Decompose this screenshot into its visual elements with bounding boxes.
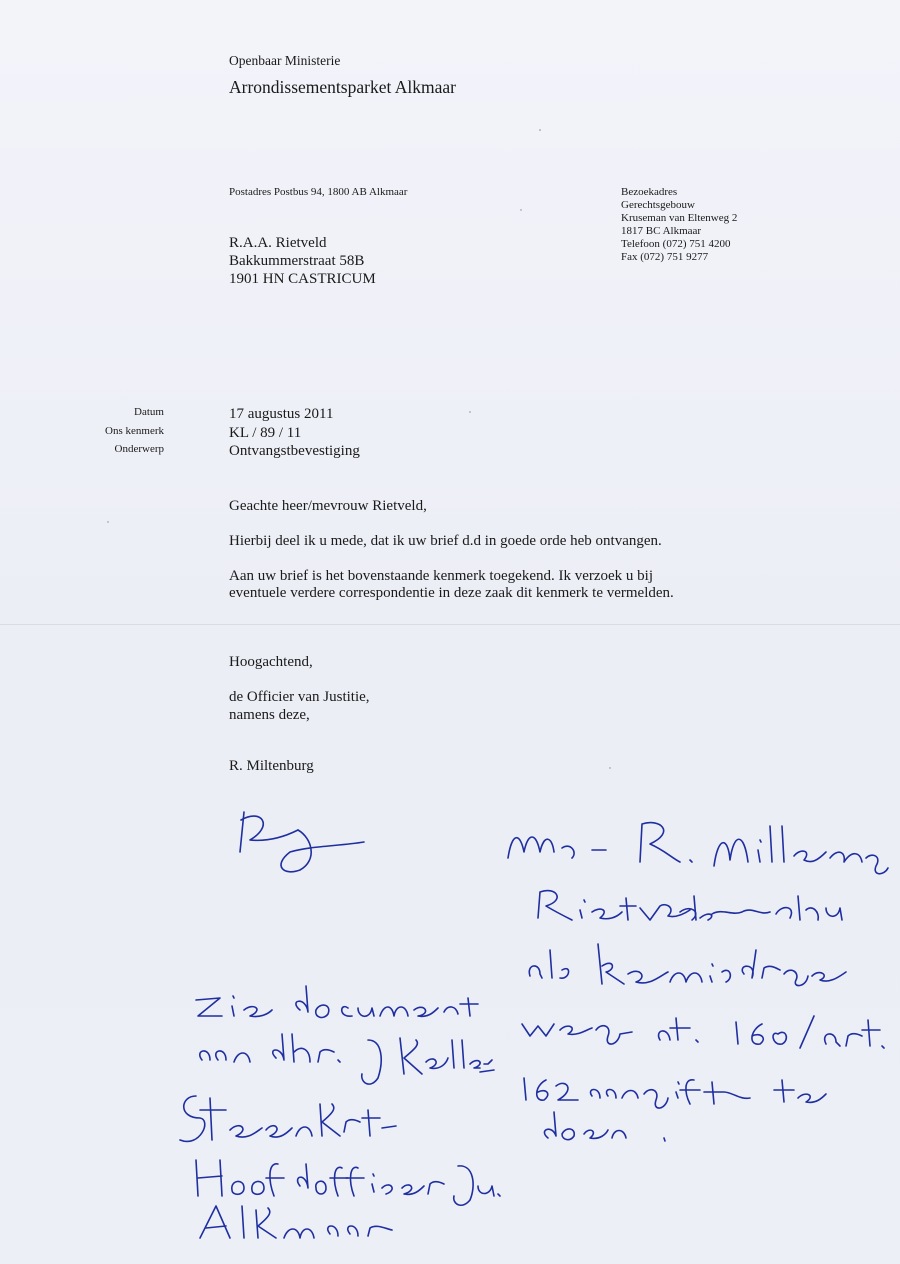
- salutation: Geachte heer/mevrouw Rietveld,: [229, 498, 427, 514]
- recipient-line: 1901 HN CASTRICUM: [229, 271, 376, 287]
- visit-address-line: Gerechtsgebouw: [621, 199, 695, 211]
- postal-address: Postadres Postbus 94, 1800 AB Alkmaar: [229, 186, 408, 198]
- signer-role-line-2: namens deze,: [229, 707, 310, 723]
- paper-specks: [107, 129, 610, 769]
- handwritten-note-right: [508, 823, 888, 1141]
- closing-greeting: Hoogachtend,: [229, 654, 313, 670]
- visit-address-line: Kruseman van Eltenweg 2: [621, 212, 738, 224]
- signer-name: R. Miltenburg: [229, 758, 314, 774]
- org-department: Arrondissementsparket Alkmaar: [229, 77, 456, 97]
- subject-value: Ontvangstbevestiging: [229, 443, 360, 459]
- date-value: 17 augustus 2011: [229, 406, 334, 422]
- visit-address-line: Bezoekadres: [621, 186, 678, 198]
- body-paragraph-2-line-1: Aan uw brief is het bovenstaande kenmerk toegekend. Ik verzoek u bij: [229, 568, 654, 584]
- recipient-line: R.A.A. Rietveld: [229, 235, 327, 251]
- visit-address-line: Telefoon (072) 751 4200: [621, 238, 731, 250]
- handwritten-note-left: [180, 986, 500, 1238]
- visit-address-line: 1817 BC Alkmaar: [621, 225, 702, 237]
- reference-label: Ons kenmerk: [105, 425, 164, 437]
- body-paragraph-1: Hierbij deel ik u mede, dat ik uw brief d.d in goede orde heb ontvangen.: [229, 533, 662, 549]
- recipient-line: Bakkummerstraat 58B: [229, 253, 365, 269]
- signer-role-line-1: de Officier van Justitie,: [229, 689, 370, 705]
- handwritten-signature: [240, 812, 364, 872]
- org-name: Openbaar Ministerie: [229, 53, 341, 68]
- date-label: Datum: [134, 406, 164, 418]
- visit-address-line: Fax (072) 751 9277: [621, 251, 709, 263]
- body-paragraph-2-line-2: eventuele verdere correspondentie in deze zaak dit kenmerk te vermelden.: [229, 585, 674, 601]
- subject-label: Onderwerp: [114, 443, 164, 455]
- reference-value: KL / 89 / 11: [229, 425, 302, 441]
